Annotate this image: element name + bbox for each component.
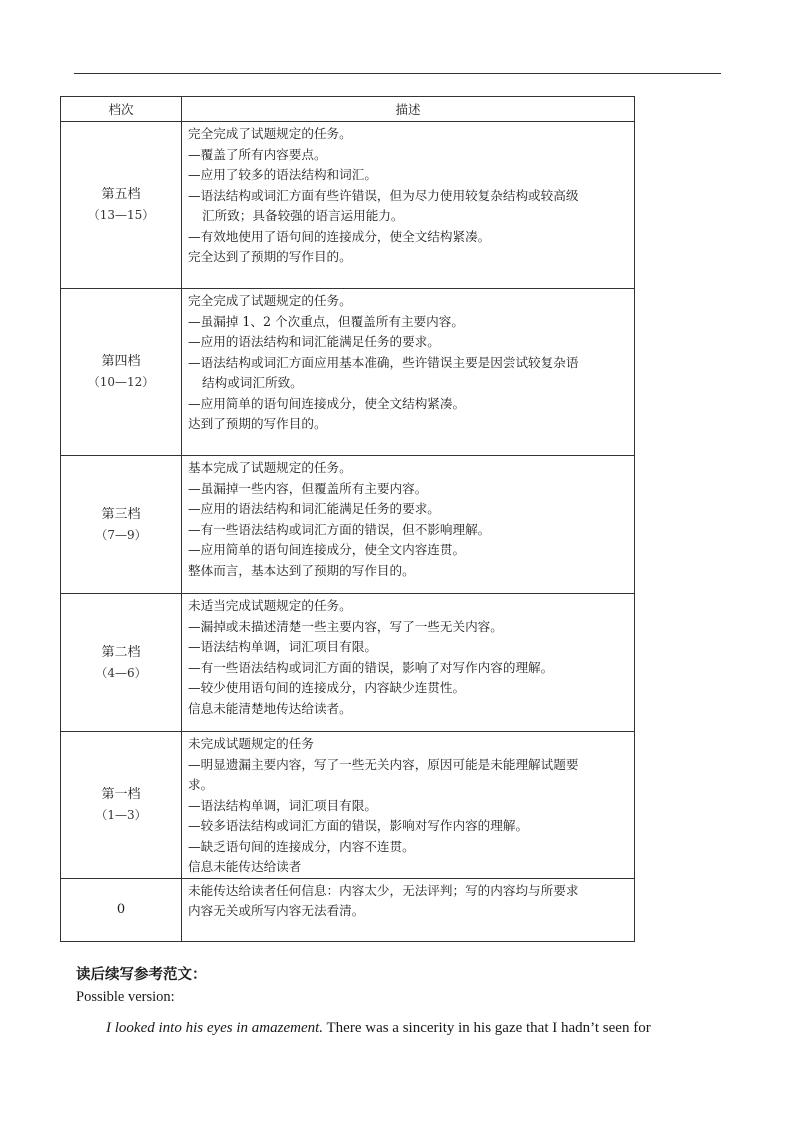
description-line: 整体而言，基本达到了预期的写作目的。 [188, 562, 415, 578]
description-line: —缺乏语句间的连接成分，内容不连贯。 [188, 838, 415, 854]
level-range: （7—9） [95, 527, 147, 542]
description-line: —应用的语法结构和词汇能满足任务的要求。 [188, 501, 440, 516]
description-line: 未适当完成试题规定的任务。 [188, 598, 352, 613]
level-cell [61, 289, 182, 456]
description-line: —较少使用语句间的连接成分，内容缺少连贯性。 [188, 680, 466, 695]
level-range: （4—6） [95, 665, 147, 680]
table-header-row [61, 97, 635, 122]
description-cell [182, 878, 635, 941]
description-line: —有效地使用了语句间的连接成分，使全文结构紧凑。 [188, 228, 491, 244]
essay-italic-lead: I looked into his eyes in amazement. [106, 1020, 324, 1036]
description-line: —语法结构单调，词汇项目有限。 [188, 797, 377, 813]
description-line: —虽漏掉 1、2 个次重点，但覆盖所有主要内容。 [188, 313, 464, 329]
description-line: 未能传达给读者任何信息：内容太少，无法评判；写的内容均与所要求 [188, 882, 579, 898]
description-cell [182, 456, 635, 594]
description-cell [182, 122, 635, 289]
table-row [61, 122, 635, 289]
table-row [61, 732, 635, 879]
description-line: —语法结构或词汇方面应用基本准确，些许错误主要是因尝试较复杂语 [188, 354, 579, 370]
description-line: —较多语法结构或词汇方面的错误，影响对写作内容的理解。 [188, 818, 529, 833]
table-row [61, 289, 635, 456]
level-cell [61, 456, 182, 594]
description-line: 达到了预期的写作目的。 [188, 416, 327, 431]
level-cell [61, 122, 182, 289]
description-line: 完全完成了试题规定的任务。 [188, 293, 352, 308]
description-cell [182, 289, 635, 456]
header-description: 描述 [182, 97, 635, 122]
table-row [61, 878, 635, 941]
description-line: 信息未能清楚地传达给读者。 [188, 700, 352, 716]
description-line: —语法结构单调，词汇项目有限。 [188, 639, 377, 654]
level-name: 第三档 [101, 506, 141, 522]
description-line: —有一些语法结构或词汇方面的错误，影响了对写作内容的理解。 [188, 659, 554, 675]
description-line: 汇所致；具备较强的语言运用能力。 [202, 208, 404, 223]
table-row [61, 594, 635, 732]
level-name: 第二档 [101, 644, 141, 660]
page-header-rule [74, 73, 721, 74]
description-line: —应用简单的语句间连接成分，使全文内容连贯。 [188, 542, 466, 557]
description-line: —应用的语法结构和词汇能满足任务的要求。 [188, 334, 440, 349]
essay-paragraph [106, 1020, 721, 1037]
description-line: —语法结构或词汇方面有些许错误，但为尽力使用较复杂结构或较高级 [188, 187, 579, 203]
description-line: —覆盖了所有内容要点。 [188, 146, 327, 162]
description-line: 结构或词汇所致。 [202, 375, 303, 390]
level-name: 0 [116, 901, 126, 917]
header-level: 档次 [61, 97, 182, 122]
description-line: 完全达到了预期的写作目的。 [188, 249, 352, 264]
section-title: 读后续写参考范文： [76, 967, 207, 983]
description-line: —明显遗漏主要内容，写了一些无关内容，原因可能是未能理解试题要 [188, 756, 579, 772]
description-line: 求。 [188, 777, 214, 792]
level-range: （1—3） [95, 807, 147, 822]
description-line: —应用简单的语句间连接成分，使全文结构紧凑。 [188, 395, 466, 411]
description-line: 信息未能传达给读者 [188, 859, 302, 874]
level-range: （13—15） [87, 208, 155, 222]
possible-version-label: Possible version: [76, 989, 175, 1005]
level-cell [61, 594, 182, 732]
table-row [61, 456, 635, 594]
description-cell [182, 732, 635, 879]
description-line: —应用了较多的语法结构和词汇。 [188, 167, 377, 182]
description-line: 内容无关或所写内容无法看清。 [188, 903, 365, 918]
description-line: 基本完成了试题规定的任务。 [188, 460, 352, 475]
description-line: 未完成试题规定的任务 [188, 736, 314, 751]
essay-text: There was a sincerity in his gaze that I hadn’t seen for [323, 1020, 651, 1036]
description-line: —漏掉或未描述清楚一些主要内容，写了一些无关内容。 [188, 618, 503, 634]
level-cell [61, 878, 182, 941]
level-range: （10—12） [87, 375, 155, 389]
level-cell [61, 732, 182, 879]
description-line: —虽漏掉一些内容，但覆盖所有主要内容。 [188, 480, 428, 496]
level-name: 第一档 [101, 786, 141, 802]
scoring-rubric-table [60, 96, 635, 942]
description-line: 完全完成了试题规定的任务。 [188, 126, 352, 141]
level-name: 第五档 [101, 187, 141, 202]
level-name: 第四档 [101, 354, 141, 369]
description-line: —有一些语法结构或词汇方面的错误，但不影响理解。 [188, 521, 491, 537]
description-cell [182, 594, 635, 732]
